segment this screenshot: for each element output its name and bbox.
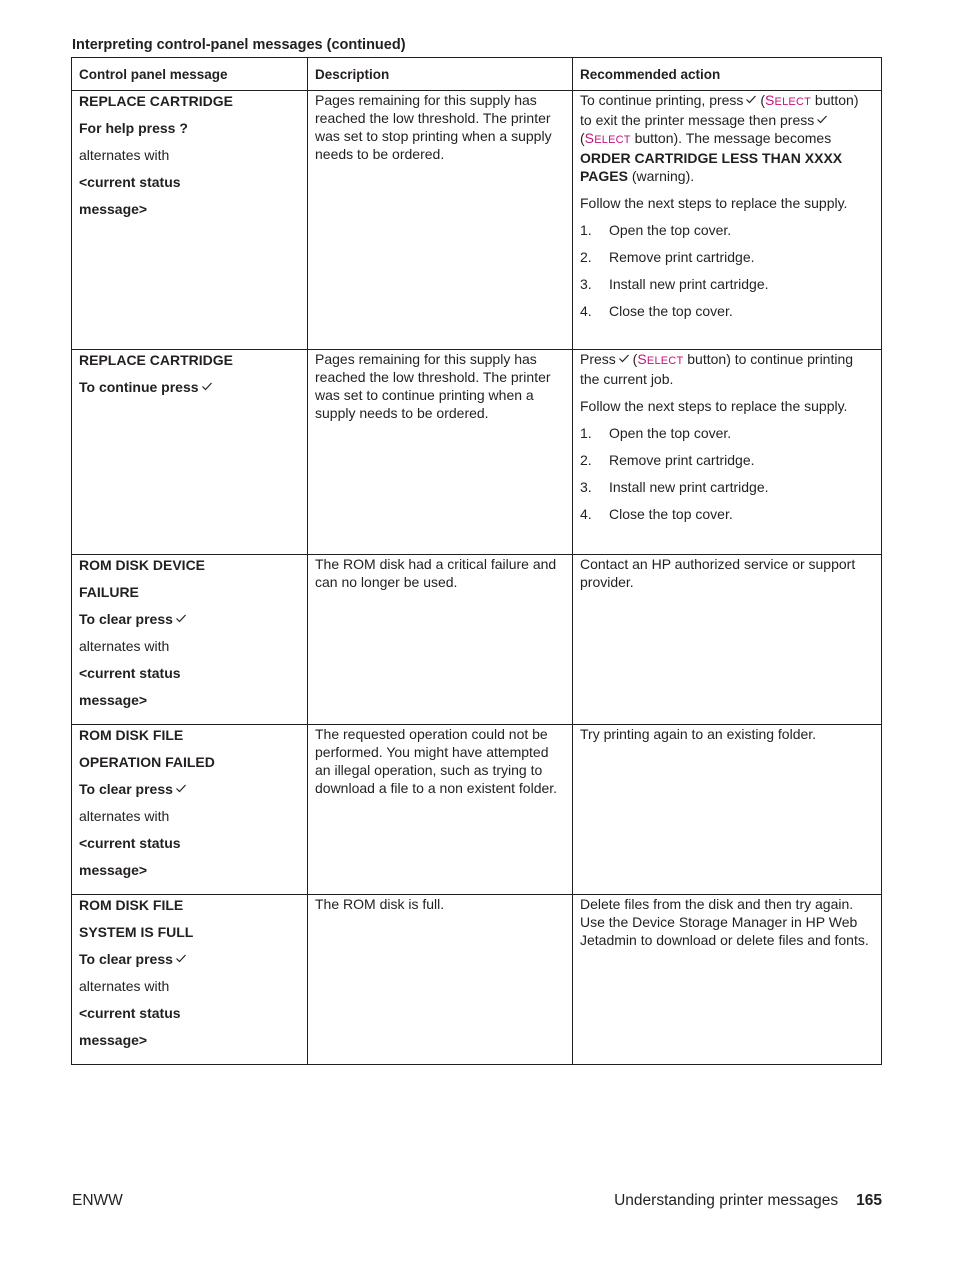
message-cell	[72, 91, 308, 350]
select-button-label: SELECT	[637, 351, 684, 367]
list-item: 3. Install new print cartridge.	[580, 276, 769, 292]
footer-section: Understanding printer messages	[614, 1192, 839, 1209]
message-line: To clear press	[79, 949, 300, 976]
message-line: message>	[79, 201, 148, 217]
checkmark-icon	[176, 614, 186, 623]
action-cell: Delete files from the disk and then try again. Use the Device Storage Manager in HP Web Jetadmin to download or delete files and fonts.	[573, 895, 882, 1065]
message-line: alternates with	[79, 978, 170, 994]
message-line: <current status	[79, 174, 181, 190]
message-cell	[72, 895, 308, 1065]
list-item: 4. Close the top cover.	[580, 506, 733, 522]
action-text: button) to continue printing the current job.	[580, 351, 854, 387]
steps-list	[580, 424, 874, 523]
action-text: (warning).	[631, 168, 695, 184]
message-cell	[72, 725, 308, 895]
action-cell	[573, 350, 882, 555]
list-item: 1. Open the top cover.	[580, 222, 732, 238]
page-number: 165	[856, 1192, 882, 1209]
message-line: ROM DISK FILE	[79, 727, 184, 743]
message-line: message>	[79, 692, 148, 708]
action-text: button). The message becomes	[634, 130, 832, 146]
action-message-name: ORDER CARTRIDGE LESS THAN XXXX PAGES	[580, 150, 843, 184]
header-action: Recommended action	[573, 58, 882, 91]
message-line: SYSTEM IS FULL	[79, 924, 194, 940]
description-cell: The requested operation could not be performed. You might have attempted an illegal operation, such as trying to download a file to a non existent folder.	[308, 725, 573, 895]
message-line: REPLACE CARTRIDGE	[79, 352, 234, 368]
message-line: ROM DISK DEVICE	[79, 557, 206, 573]
message-cell	[72, 555, 308, 725]
message-line: message>	[79, 862, 148, 878]
list-item: 3. Install new print cartridge.	[580, 479, 769, 495]
footer-right	[614, 1192, 882, 1210]
table-row	[72, 895, 882, 1065]
table-header-row	[72, 58, 882, 91]
action-cell: Try printing again to an existing folder.	[573, 725, 882, 895]
follow-steps-text: Follow the next steps to replace the supply.	[580, 195, 848, 211]
message-line: To clear press	[79, 779, 300, 806]
action-text: To continue printing, press	[580, 92, 744, 108]
checkmark-icon	[202, 382, 212, 391]
action-paragraph: To continue printing, press (SELECT button) to exit the printer message then press (SELECT button). The message becomes ORDER CARTRIDGE LESS THAN XXXX PAGES (warning).	[580, 92, 859, 184]
footer-left: ENWW	[72, 1192, 123, 1209]
table-row	[72, 725, 882, 895]
description-cell: The ROM disk had a critical failure and can no longer be used.	[308, 555, 573, 725]
description-cell: The ROM disk is full.	[308, 895, 573, 1065]
checkmark-icon	[176, 784, 186, 793]
list-item: 2. Remove print cartridge.	[580, 452, 755, 468]
checkmark-icon	[176, 954, 186, 963]
message-line: FAILURE	[79, 584, 139, 600]
message-line: alternates with	[79, 638, 170, 654]
message-line: alternates with	[79, 147, 170, 163]
checkmark-icon	[746, 95, 756, 104]
list-item: 1. Open the top cover.	[580, 425, 732, 441]
description-cell: Pages remaining for this supply has reached the low threshold. The printer was set to stop printing when a supply needs to be ordered.	[308, 91, 573, 350]
message-line: To continue press	[79, 377, 300, 398]
message-line: <current status	[79, 1005, 181, 1021]
checkmark-icon	[817, 115, 827, 124]
message-line: alternates with	[79, 808, 170, 824]
select-button-label: SELECT	[584, 130, 631, 146]
steps-list	[580, 221, 874, 320]
action-cell: Contact an HP authorized service or support provider.	[573, 555, 882, 725]
description-cell: Pages remaining for this supply has reached the low threshold. The printer was set to continue printing when a supply needs to be ordered.	[308, 350, 573, 555]
list-item: 4. Close the top cover.	[580, 303, 733, 319]
follow-steps-text: Follow the next steps to replace the supply.	[580, 398, 848, 414]
message-line: To clear press	[79, 609, 300, 636]
action-cell	[573, 91, 882, 350]
header-description: Description	[308, 58, 573, 91]
header-message: Control panel message	[72, 58, 308, 91]
message-line: REPLACE CARTRIDGE	[79, 93, 234, 109]
table-title: Interpreting control-panel messages (continued)	[72, 37, 406, 53]
select-button-label: SELECT	[765, 92, 812, 108]
message-line: <current status	[79, 835, 181, 851]
table-row	[72, 91, 882, 350]
checkmark-icon	[619, 354, 629, 363]
message-line: message>	[79, 1032, 148, 1048]
message-line: ROM DISK FILE	[79, 897, 184, 913]
action-paragraph: Press (SELECT button) to continue printing the current job.	[580, 351, 854, 387]
message-line: <current status	[79, 665, 181, 681]
table-row	[72, 555, 882, 725]
list-item: 2. Remove print cartridge.	[580, 249, 755, 265]
message-cell	[72, 350, 308, 555]
table-row	[72, 350, 882, 555]
message-line: OPERATION FAILED	[79, 754, 215, 770]
action-text: Press	[580, 351, 616, 367]
action-text: button) to exit the printer message then press	[580, 92, 859, 128]
message-line: For help press ?	[79, 120, 188, 136]
messages-table	[71, 57, 882, 1065]
